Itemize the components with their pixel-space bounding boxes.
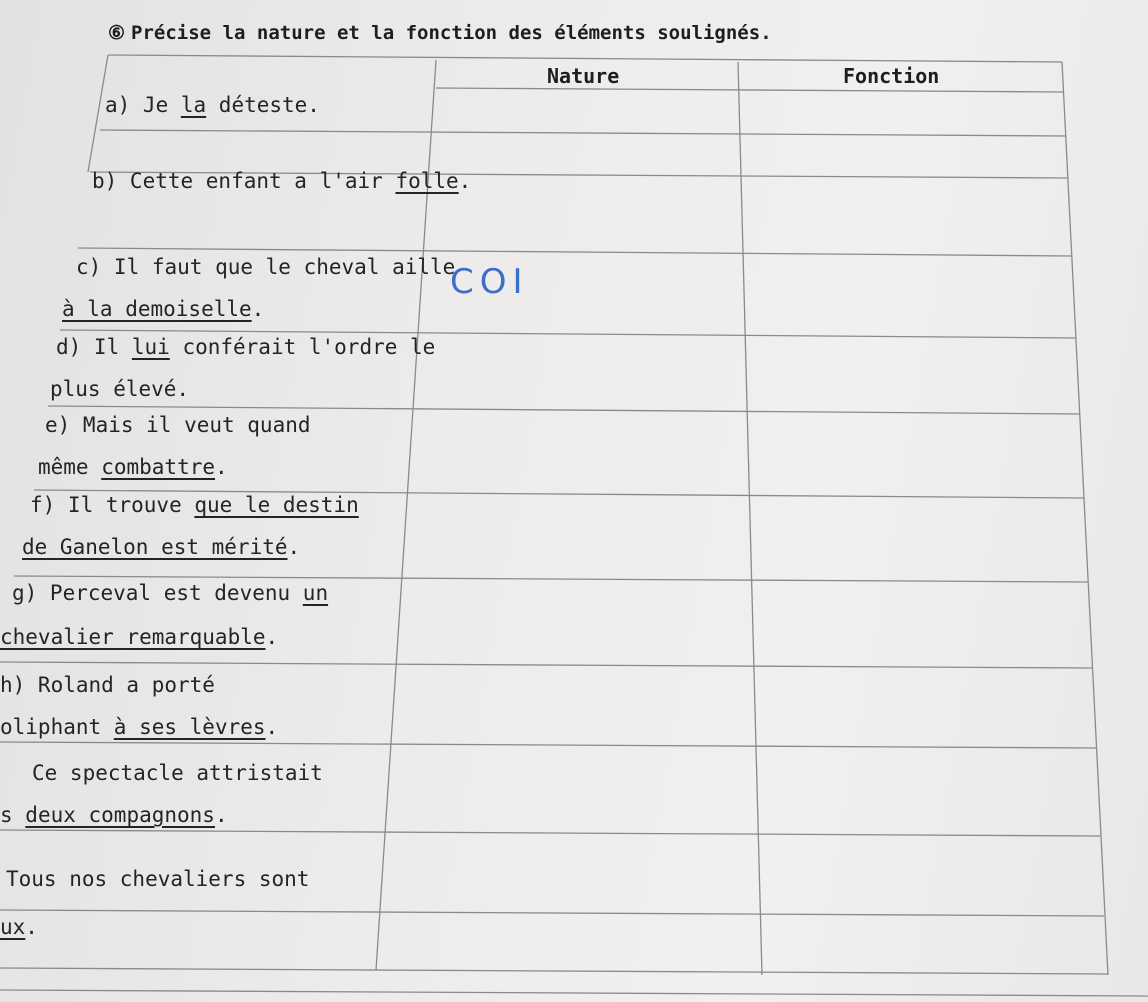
table-top-border: [108, 55, 1062, 62]
text-segment: h) Roland a porté: [0, 673, 215, 697]
text-segment: Ce spectacle attristait: [32, 761, 323, 785]
underlined-element: la: [180, 93, 207, 117]
text-segment: a) Je: [105, 93, 181, 117]
text-segment: .: [265, 715, 279, 739]
table-row-text: [0, 906, 38, 948]
handwritten-answer: COI: [450, 262, 529, 302]
underlined-element: à ses lèvres: [113, 715, 266, 739]
text-segment: .: [265, 625, 279, 649]
table-row-text: [56, 326, 435, 368]
text-segment: Tous nos chevaliers sont: [6, 867, 310, 891]
table-row-text: [12, 572, 328, 614]
table-row-text: [0, 616, 278, 658]
text-segment: .: [458, 169, 472, 193]
text-segment: oliphant: [0, 715, 114, 739]
exercise-instruction: Précise la nature et la fonction des éléments soulignés.: [131, 22, 772, 44]
underlined-element: folle: [395, 169, 459, 193]
table-row-text: [76, 246, 455, 288]
text-segment: g) Perceval est devenu: [12, 581, 303, 605]
table-row-text: [32, 752, 323, 794]
table-row-divider: [0, 968, 1108, 974]
table-row-text: [45, 404, 311, 446]
underlined-element: que le destin: [194, 493, 359, 517]
text-segment: .: [214, 803, 228, 827]
text-segment: s: [0, 803, 26, 827]
underlined-element: de Ganelon est mérité: [22, 535, 288, 559]
column-header-nature: Nature: [547, 64, 620, 88]
column-divider-nature-fonction: [738, 62, 762, 975]
text-segment: d) Il: [56, 335, 132, 359]
table-row-text: [22, 526, 300, 568]
underlined-element: combattre: [101, 455, 216, 479]
text-segment: b) Cette enfant a l'air: [92, 169, 396, 193]
underlined-element: un: [302, 581, 329, 605]
text-segment: même: [38, 455, 102, 479]
table-row-text: [0, 706, 278, 748]
underlined-element: deux compagnons: [25, 803, 215, 827]
table-row-text: [38, 446, 228, 488]
column-header-fonction: Fonction: [843, 64, 940, 88]
table-row-text: [92, 160, 471, 202]
text-segment: .: [287, 535, 301, 559]
underlined-element: chevalier remarquable: [0, 625, 266, 649]
text-segment: e) Mais il veut quand: [45, 413, 311, 437]
table-right-border: [1062, 62, 1108, 975]
underlined-element: lui: [131, 335, 170, 359]
table-row-text: [0, 664, 215, 706]
text-segment: .: [215, 455, 228, 479]
text-segment: déteste.: [206, 93, 320, 117]
table-row-text: [30, 484, 359, 526]
table-row-text: [62, 288, 264, 330]
exercise-number: ⑥: [108, 22, 126, 44]
underlined-element: ux: [0, 915, 26, 939]
text-segment: plus élevé.: [50, 377, 190, 401]
table-row-text: [105, 84, 320, 126]
table-row-text: [6, 858, 309, 900]
table-row-divider: [436, 88, 1064, 92]
table-row-divider: [100, 130, 1066, 136]
table-row-divider: [0, 990, 1148, 996]
text-segment: f) Il trouve: [30, 493, 195, 517]
text-segment: conférait l'ordre le: [169, 335, 436, 359]
table-row-divider: [0, 910, 1104, 916]
underlined-element: à la demoiselle: [62, 297, 252, 321]
text-segment: .: [251, 297, 265, 321]
text-segment: c) Il faut que le cheval aille: [76, 255, 456, 279]
table-row-text: [0, 794, 228, 836]
text-segment: .: [25, 915, 38, 939]
